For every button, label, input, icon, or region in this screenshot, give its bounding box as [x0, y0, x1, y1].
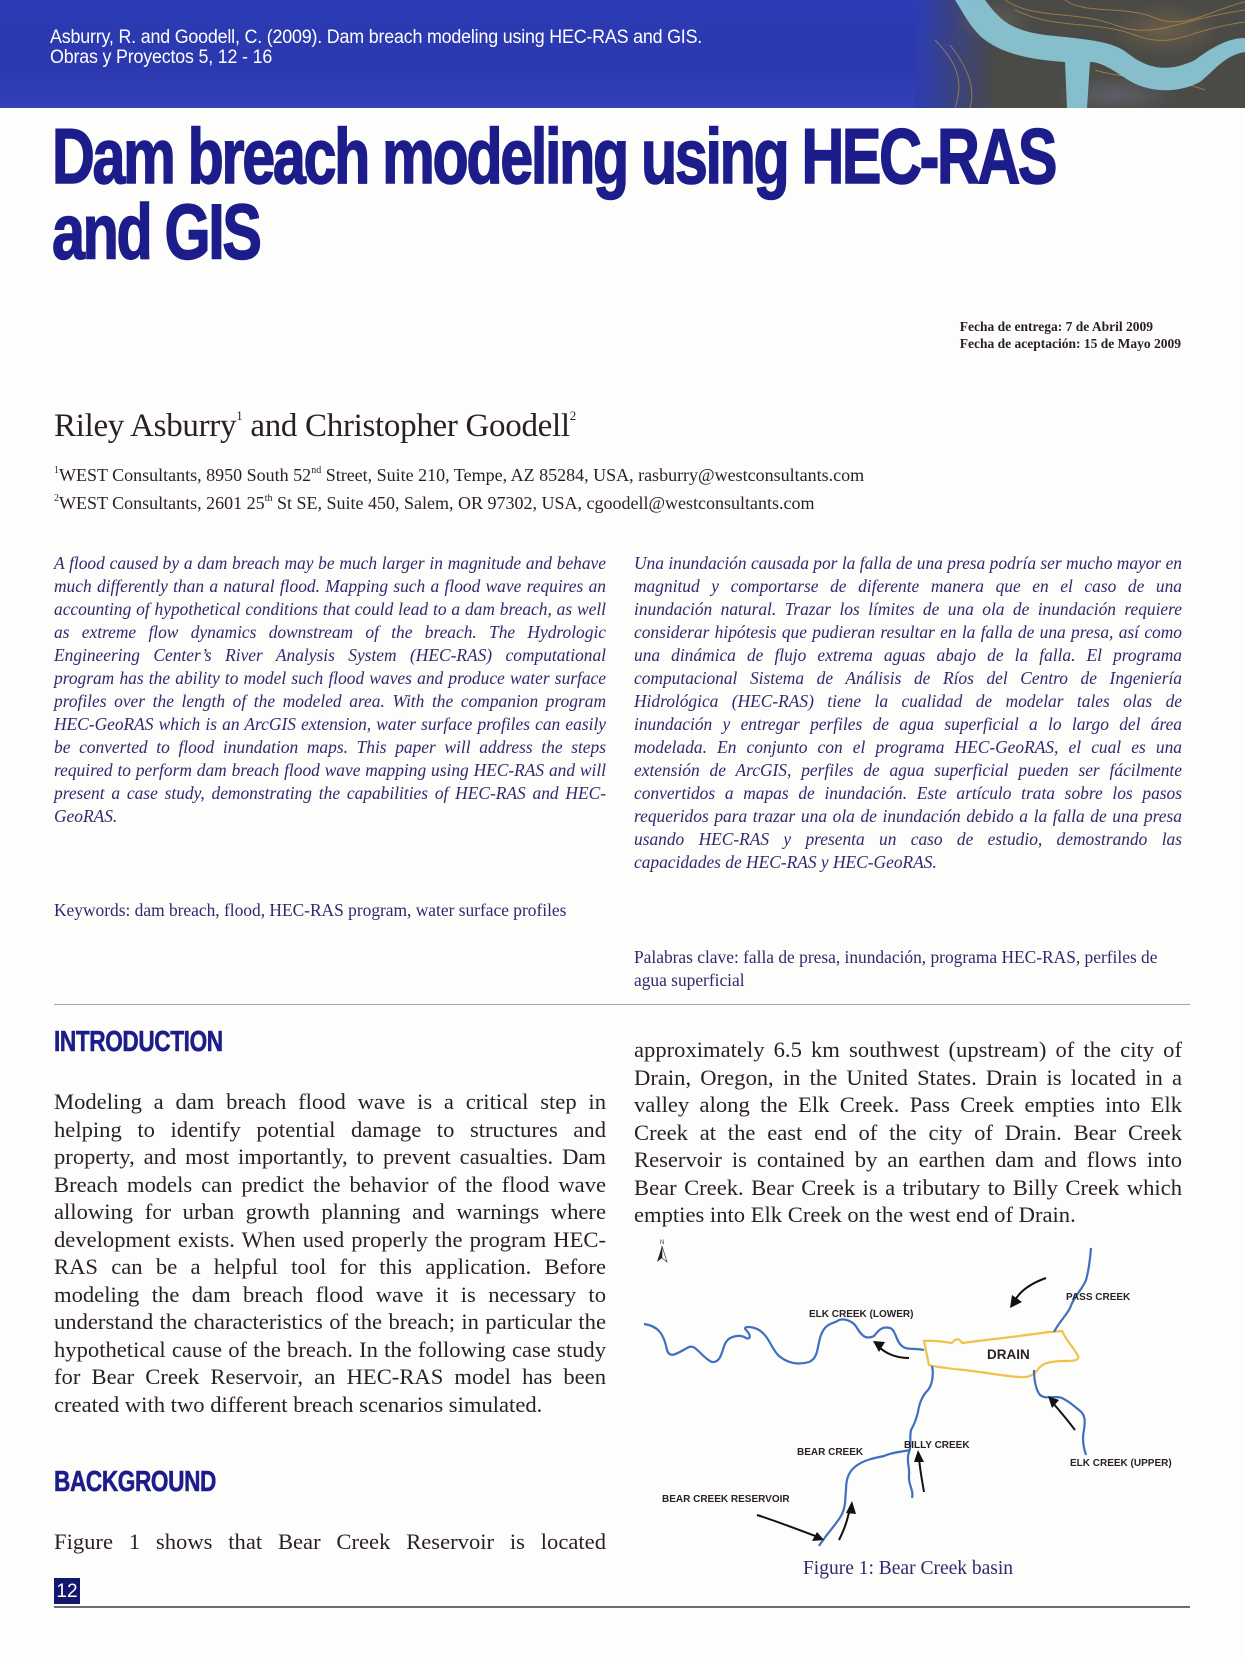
label-billy-creek: BILLY CREEK [904, 1440, 970, 1451]
figure-caption: Figure 1: Bear Creek basin [802, 1558, 1014, 1579]
affiliations [54, 459, 864, 515]
citation-line-1: Asburry, R. and Goodell, C. (2009). Dam breach modeling using HEC-RAS and GIS. [50, 27, 703, 48]
basin-map [634, 1240, 1190, 1560]
abstract-spanish: Una inundación causada por la falla de una presa podría ser mucho mayor en magnitud y comportarse de diferente manera que en el caso de una inundación natural. Trazar los límites de una ola de inundación requiere considerar hipótesis que pudieran resultar en la falla de una presa, así como una dinámica de flujo extrema aguas abajo de la falla. El programa computacional Sistema de Análisis de Ríos del Centro de Ingeniería Hidrológica (HEC-RAS) tiene la cualidad de modelar tales olas de inundación y entregar perfiles de agua superficial a lo largo del área modelada. En conjunto con el programa HEC-GeoRAS, el cual es una extensión de ArcGIS, perfiles de agua superficial pueden ser fácilmente convertidos a mapas de inundación. Este artículo trata sobre los pasos requeridos para trazar una ola de inundación debido a la falla de una presa usando HEC-RAS y presenta un caso de estudio, demostrando las capacidades de HEC-RAS y HEC-GeoRAS. [634, 553, 1182, 872]
affiliation-2-ordinal: th [264, 493, 273, 504]
affiliation-2 [54, 487, 864, 515]
arrow-billy-creek [919, 1458, 924, 1492]
flow-arrows [757, 1278, 1075, 1540]
date-accepted: Fecha de aceptación: 15 de Mayo 2009 [959, 336, 1181, 351]
footer-rule [54, 1606, 1190, 1608]
keywords-spanish: Palabras clave: falla de presa, inundación, programa HEC-RAS, perfiles de agua superficial [634, 947, 1158, 990]
author-1: Riley Asburry [54, 408, 237, 444]
river-billy-creek [908, 1366, 933, 1498]
introduction-heading: INTRODUCTION [54, 1026, 223, 1058]
label-pass-creek: PASS CREEK [1066, 1292, 1131, 1303]
citation [50, 28, 702, 68]
label-bear-creek: BEAR CREEK [797, 1447, 864, 1458]
title-line-1: Dam breach modeling using HEC-RAS [52, 113, 1056, 201]
affiliation-1 [54, 459, 864, 487]
header-banner [0, 0, 1245, 108]
river-elk-creek-lower [644, 1319, 924, 1363]
affiliation-1-mark: 1 [54, 465, 59, 476]
author-1-mark: 1 [236, 408, 243, 423]
river-pass-creek [1054, 1248, 1091, 1332]
submission-dates [960, 318, 1181, 352]
affiliation-1-text: WEST Consultants, 8950 South 52 [59, 465, 312, 485]
arrow-pass-creek [1014, 1278, 1046, 1302]
paper-title [52, 113, 1056, 277]
north-label: N [660, 1240, 665, 1246]
affiliation-2-mark: 2 [54, 493, 59, 504]
arrow-reservoir [757, 1515, 818, 1537]
affiliation-2-text: WEST Consultants, 2601 25 [59, 493, 265, 513]
background-heading: BACKGROUND [54, 1466, 216, 1498]
arrow-heads [812, 1295, 1059, 1541]
label-drain: DRAIN [987, 1347, 1030, 1362]
label-bear-creek-reservoir: BEAR CREEK RESERVOIR [662, 1494, 790, 1505]
title-line-2: and GIS [52, 189, 260, 277]
background-text-right: approximately 6.5 km southwest (upstream) of the city of Drain, Oregon, in the United States. Drain is located in a valley along the Elk Creek. Pass Creek empties into Elk Creek at the east end of the city of Drain. Bear Creek Reservoir is contained by an earthen dam and flows into Bear Creek. Bear Creek is a tributary to Billy Creek which empties into Elk Creek on the west end of Drain. [634, 1037, 1182, 1227]
river-bear-creek [819, 1450, 910, 1546]
author-line [54, 408, 576, 445]
affiliation-1-ordinal: nd [311, 465, 322, 476]
arrow-elk-upper [1052, 1402, 1075, 1430]
aerial-river-graphic [915, 0, 1245, 108]
north-arrow-icon [657, 1246, 667, 1262]
affiliation-2-rest: St SE, Suite 450, Salem, OR 97302, USA, cgoodell@westconsultants.com [272, 493, 815, 513]
figure-bear-creek-basin [634, 1240, 1190, 1585]
affiliation-1-rest: Street, Suite 210, Tempe, AZ 85284, USA, rasburry@westconsultants.com [321, 465, 865, 485]
banner-aerial-photo [915, 0, 1245, 108]
keywords-english: Keywords: dam breach, flood, HEC-RAS program, water surface profiles [54, 900, 567, 920]
label-elk-creek-lower: ELK CREEK (LOWER) [809, 1309, 914, 1320]
author-connector: and [242, 408, 306, 444]
citation-line-2: Obras y Proyectos 5, 12 - 16 [50, 47, 273, 68]
author-2-mark: 2 [569, 408, 576, 423]
background-text-left: Figure 1 shows that Bear Creek Reservoir is located [54, 1529, 606, 1554]
date-received: Fecha de entrega: 7 de Abril 2009 [959, 319, 1154, 334]
label-elk-creek-upper: ELK CREEK (UPPER) [1070, 1458, 1172, 1469]
author-2: Christopher Goodell [305, 408, 570, 444]
abstract-divider [54, 1004, 1190, 1005]
introduction-text: Modeling a dam breach flood wave is a critical step in helping to identify potential damage to structures and property, and most importantly, to prevent casualties. Dam Breach models can predict the behavior of the flood wave allowing for urban growth planning and warnings where development exists. When used properly the program HEC-RAS can be a helpful tool for this application. Before modeling the dam breach flood wave it is necessary to understand the characteristics of the breach; in particular the hypothetical cause of the breach. In the following case study for Bear Creek Reservoir, an HEC-RAS model has been created with two different breach scenarios simulated. [54, 1089, 606, 1417]
abstract-english: A flood caused by a dam breach may be much larger in magnitude and behave much differently than a natural flood. Mapping such a flood wave requires an accounting of hypothetical conditions that could lead to a dam breach, as well as extreme flow dynamics downstream of the breach. The Hydrologic Engineering Center’s River Analysis System (HEC-RAS) computational program has the ability to model such flood waves and produce water surface profiles over the length of the modeled area. With the companion program HEC-GeoRAS which is an ArcGIS extension, water surface profiles can easily be converted to flood inundation maps. This paper will address the steps required to perform dam breach flood wave mapping using HEC-RAS and will present a case study, demonstrating the capabilities of HEC-RAS and HEC-GeoRAS. [54, 553, 606, 826]
page-number: 12 [54, 1578, 80, 1604]
